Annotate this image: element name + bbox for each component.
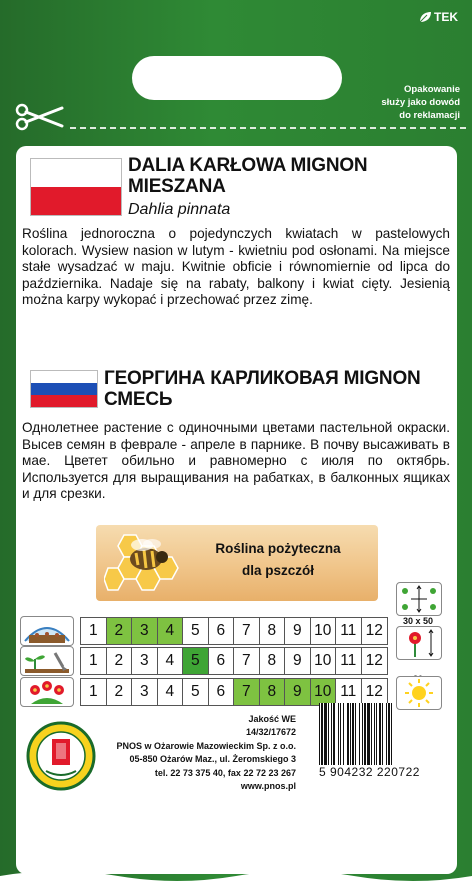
month-cell: 2 — [107, 679, 133, 705]
month-strip — [80, 617, 388, 645]
spacing-info — [396, 582, 442, 626]
plant-height-icon — [396, 626, 442, 660]
month-cell: 1 — [81, 618, 107, 644]
barcode — [319, 703, 445, 779]
company-phone: tel. 22 73 375 40, fax 22 72 23 267 — [154, 767, 296, 778]
month-cell-active: 3 — [132, 618, 158, 644]
tek-label: TEK — [434, 10, 458, 24]
month-cell-active: 7 — [234, 679, 260, 705]
month-cell: 11 — [336, 679, 362, 705]
month-cell: 6 — [209, 648, 235, 674]
month-strip — [80, 647, 388, 675]
calendar-row-planting — [20, 646, 388, 676]
bee-on-honeycomb-icon — [104, 529, 186, 597]
month-cell: 4 — [158, 648, 184, 674]
packet-bottom-edge — [0, 850, 472, 886]
greenhouse-sowing-icon — [20, 616, 74, 646]
coupon-note-line: Opakowanie — [404, 84, 460, 95]
quality-label: Jakość WE — [248, 714, 296, 724]
month-strip — [80, 678, 388, 706]
row-spacing-label: 30 x 50 — [402, 616, 434, 626]
month-cell: 4 — [158, 679, 184, 705]
month-cell: 3 — [132, 679, 158, 705]
polish-title-line1: DALIA KARŁOWA MIGNON — [128, 155, 368, 176]
russian-title-line2: СМЕСЬ — [104, 389, 173, 410]
hang-hole — [132, 56, 342, 100]
calendar-row-sowing — [20, 616, 388, 646]
tek-brand — [418, 10, 458, 24]
barcode-bar — [392, 703, 393, 773]
month-cell: 8 — [260, 618, 286, 644]
plant-spacing-icon — [396, 582, 442, 616]
month-cell: 6 — [209, 618, 235, 644]
month-cell: 2 — [107, 648, 133, 674]
month-cell-active: 5 — [183, 648, 209, 674]
cut-line — [70, 127, 466, 129]
month-cell: 11 — [336, 618, 362, 644]
info-panel — [16, 146, 457, 874]
russian-description: Однолетнее растение с одиночными цветами пастельной окраски. Высев семян в феврале - апреле в парнике. В почву высаживать в мае. Цветет обильно и равномерно с июля по октябрь. Используется для выращивания на рабатках, в балконных ящиках и для срезки. — [22, 420, 450, 501]
scissors-icon — [14, 102, 66, 132]
month-cell-active: 8 — [260, 679, 286, 705]
flowering-plant-icon — [20, 677, 74, 707]
month-cell: 1 — [81, 679, 107, 705]
coupon-note — [381, 83, 460, 122]
transplanting-seedling-icon — [20, 646, 74, 676]
month-cell-active: 4 — [158, 618, 184, 644]
month-cell-active: 10 — [311, 679, 337, 705]
month-cell: 6 — [209, 679, 235, 705]
coupon-note-line: służy jako dowód — [381, 97, 460, 108]
month-cell: 5 — [183, 618, 209, 644]
month-cell: 7 — [234, 648, 260, 674]
month-cell-active: 9 — [285, 679, 311, 705]
month-cell: 10 — [311, 648, 337, 674]
month-cell: 9 — [285, 648, 311, 674]
month-cell: 8 — [260, 648, 286, 674]
month-cell: 5 — [183, 679, 209, 705]
russian-flag-icon — [30, 370, 98, 408]
bee-friendly-badge — [96, 525, 378, 601]
company-website: www.pnos.pl — [240, 781, 296, 792]
polish-title — [128, 155, 367, 197]
barcode-bars — [319, 703, 445, 773]
month-cell: 10 — [311, 618, 337, 644]
registration-code: 14/32/17672 — [245, 727, 296, 738]
polish-flag-icon — [30, 158, 122, 216]
leaf-icon — [418, 10, 432, 24]
month-cell: 12 — [365, 622, 383, 639]
month-cell: 9 — [285, 618, 311, 644]
month-cell: 3 — [132, 648, 158, 674]
company-address: 05-850 Ożarów Maz., ul. Żeromskiego 3 — [129, 754, 296, 765]
month-cell: 1 — [81, 648, 107, 674]
month-cell-active: 2 — [107, 618, 133, 644]
month-cell: 11 — [336, 648, 362, 674]
month-cell: 12 — [365, 683, 383, 700]
month-cell: 12 — [365, 652, 383, 669]
barcode-digits: 5 904232 220722 — [319, 765, 445, 779]
russian-title — [104, 368, 421, 410]
bee-badge-line2: dla pszczół — [241, 563, 314, 578]
latin-name: Dahlia pinnata — [128, 201, 231, 218]
company-info — [76, 713, 296, 793]
bee-badge-line1: Roślina pożyteczna — [215, 541, 341, 556]
russian-title-line1: ГЕОРГИНА КАРЛИКОВАЯ MIGNON — [104, 368, 421, 389]
month-cell: 7 — [234, 618, 260, 644]
company-name: PNOS w Ożarowie Mazowieckim Sp. z o.o. — [116, 740, 296, 751]
polish-description: Roślina jednoroczna o pojedynczych kwiatach w pastelowych kolorach. Wysiew nasion w lutym - kwietniu pod osłonami. Na miejsce stałe wysadzać w maju. Kwitnie obficie i równomiernie od lipca do października. Nadaje się na rabaty, balkony i kwiat cięty. Jesienią można karpy wykopać i przechować przez zimę. — [22, 226, 450, 307]
coupon-note-line: do reklamacji — [399, 110, 460, 121]
bee-badge-text — [188, 538, 368, 582]
polish-title-line2: MIESZANA — [128, 176, 226, 197]
